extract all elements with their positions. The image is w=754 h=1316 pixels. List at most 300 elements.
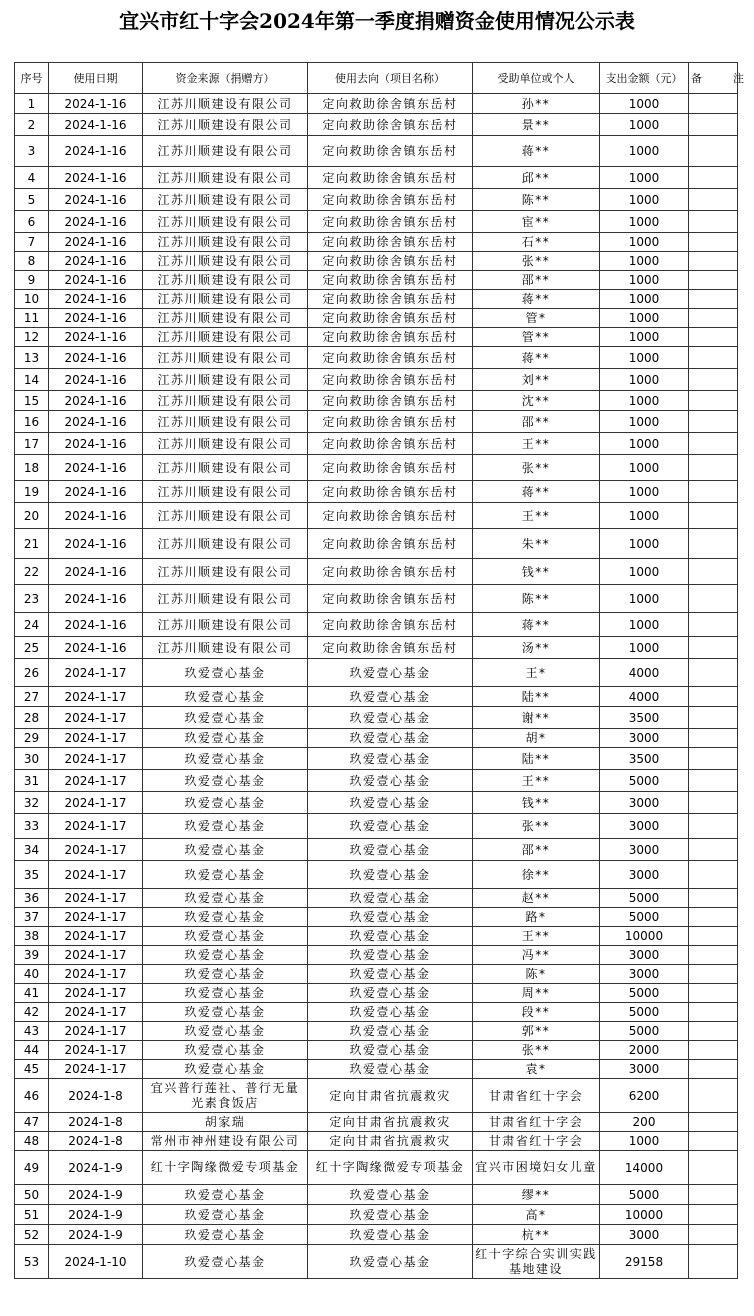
cell-amount: 3000 bbox=[600, 1060, 689, 1079]
cell-amount: 1000 bbox=[600, 1132, 689, 1151]
cell-amount: 3500 bbox=[600, 707, 689, 729]
cell-amount: 1000 bbox=[600, 391, 689, 411]
cell-note bbox=[689, 433, 738, 455]
cell-amount: 1000 bbox=[600, 136, 689, 167]
cell-recipient: 宦** bbox=[473, 211, 600, 233]
cell-purpose: 玖爱壹心基金 bbox=[308, 770, 473, 792]
donation-table bbox=[14, 62, 754, 1279]
cell-source: 江苏川顺建设有限公司 bbox=[143, 411, 308, 433]
cell-source: 胡家瑞 bbox=[143, 1113, 308, 1132]
cell-source: 玖爱壹心基金 bbox=[143, 908, 308, 927]
cell-index: 28 bbox=[15, 707, 49, 729]
cell-source: 玖爱壹心基金 bbox=[143, 839, 308, 861]
cell-purpose: 定向救助徐舍镇东岳村 bbox=[308, 136, 473, 167]
cell-purpose: 定向救助徐舍镇东岳村 bbox=[308, 637, 473, 659]
cell-note bbox=[689, 309, 738, 328]
cell-date: 2024-1-17 bbox=[49, 792, 143, 814]
cell-purpose: 定向救助徐舍镇东岳村 bbox=[308, 94, 473, 114]
cell-index: 26 bbox=[15, 659, 49, 687]
cell-note bbox=[689, 290, 738, 309]
cell-date: 2024-1-16 bbox=[49, 114, 143, 136]
cell-recipient: 石** bbox=[473, 233, 600, 252]
cell-source: 玖爱壹心基金 bbox=[143, 1060, 308, 1079]
cell-amount: 1000 bbox=[600, 114, 689, 136]
cell-amount: 3000 bbox=[600, 861, 689, 889]
table-row bbox=[15, 455, 738, 481]
cell-recipient: 甘肃省红十字会 bbox=[473, 1113, 600, 1132]
cell-note bbox=[689, 391, 738, 411]
cell-note bbox=[689, 889, 738, 908]
cell-date: 2024-1-9 bbox=[49, 1185, 143, 1205]
cell-note bbox=[689, 908, 738, 927]
cell-index: 21 bbox=[15, 529, 49, 559]
cell-recipient: 谢** bbox=[473, 707, 600, 729]
table-row bbox=[15, 559, 738, 585]
cell-note bbox=[689, 659, 738, 687]
cell-recipient: 邵** bbox=[473, 839, 600, 861]
table-row bbox=[15, 1003, 738, 1022]
cell-purpose: 玖爱壹心基金 bbox=[308, 1041, 473, 1060]
cell-note bbox=[689, 455, 738, 481]
cell-source: 玖爱壹心基金 bbox=[143, 707, 308, 729]
table-row bbox=[15, 659, 738, 687]
cell-index: 43 bbox=[15, 1022, 49, 1041]
cell-note bbox=[689, 984, 738, 1003]
table-row bbox=[15, 167, 738, 189]
cell-source: 玖爱壹心基金 bbox=[143, 770, 308, 792]
cell-index: 47 bbox=[15, 1113, 49, 1132]
cell-amount: 1000 bbox=[600, 503, 689, 529]
cell-purpose: 定向救助徐舍镇东岳村 bbox=[308, 211, 473, 233]
cell-purpose: 定向救助徐舍镇东岳村 bbox=[308, 481, 473, 503]
cell-source: 玖爱壹心基金 bbox=[143, 687, 308, 707]
cell-index: 9 bbox=[15, 271, 49, 290]
cell-index: 5 bbox=[15, 189, 49, 211]
cell-amount: 1000 bbox=[600, 529, 689, 559]
cell-note bbox=[689, 946, 738, 965]
cell-date: 2024-1-17 bbox=[49, 927, 143, 946]
table-row bbox=[15, 792, 738, 814]
cell-recipient: 陈** bbox=[473, 585, 600, 613]
cell-source: 江苏川顺建设有限公司 bbox=[143, 309, 308, 328]
cell-purpose: 定向救助徐舍镇东岳村 bbox=[308, 233, 473, 252]
cell-purpose: 玖爱壹心基金 bbox=[308, 659, 473, 687]
cell-purpose: 定向救助徐舍镇东岳村 bbox=[308, 252, 473, 271]
table-row bbox=[15, 965, 738, 984]
table-row bbox=[15, 861, 738, 889]
cell-date: 2024-1-16 bbox=[49, 94, 143, 114]
cell-index: 8 bbox=[15, 252, 49, 271]
cell-date: 2024-1-16 bbox=[49, 290, 143, 309]
cell-recipient: 刘** bbox=[473, 369, 600, 391]
cell-source: 江苏川顺建设有限公司 bbox=[143, 328, 308, 347]
cell-amount: 3000 bbox=[600, 1225, 689, 1245]
cell-index: 7 bbox=[15, 233, 49, 252]
cell-date: 2024-1-17 bbox=[49, 687, 143, 707]
cell-recipient: 王** bbox=[473, 503, 600, 529]
cell-index: 51 bbox=[15, 1205, 49, 1225]
cell-note bbox=[689, 1225, 738, 1245]
cell-index: 41 bbox=[15, 984, 49, 1003]
header-date: 使用日期 bbox=[49, 63, 143, 94]
table-row bbox=[15, 328, 738, 347]
cell-date: 2024-1-17 bbox=[49, 1022, 143, 1041]
cell-date: 2024-1-17 bbox=[49, 729, 143, 748]
cell-purpose: 玖爱壹心基金 bbox=[308, 839, 473, 861]
cell-amount: 2000 bbox=[600, 1041, 689, 1060]
cell-amount: 200 bbox=[600, 1113, 689, 1132]
cell-date: 2024-1-17 bbox=[49, 839, 143, 861]
cell-amount: 1000 bbox=[600, 189, 689, 211]
cell-source: 江苏川顺建设有限公司 bbox=[143, 433, 308, 455]
cell-index: 37 bbox=[15, 908, 49, 927]
table-row bbox=[15, 290, 738, 309]
cell-source: 江苏川顺建设有限公司 bbox=[143, 559, 308, 585]
cell-note bbox=[689, 1205, 738, 1225]
cell-index: 44 bbox=[15, 1041, 49, 1060]
cell-source: 江苏川顺建设有限公司 bbox=[143, 94, 308, 114]
cell-purpose: 定向甘肃省抗震救灾 bbox=[308, 1079, 473, 1113]
cell-purpose: 定向救助徐舍镇东岳村 bbox=[308, 585, 473, 613]
cell-source: 玖爱壹心基金 bbox=[143, 659, 308, 687]
cell-purpose: 玖爱壹心基金 bbox=[308, 1225, 473, 1245]
cell-amount: 3000 bbox=[600, 839, 689, 861]
cell-purpose: 定向救助徐舍镇东岳村 bbox=[308, 114, 473, 136]
cell-recipient: 张** bbox=[473, 455, 600, 481]
cell-amount: 1000 bbox=[600, 94, 689, 114]
cell-note bbox=[689, 1151, 738, 1185]
cell-note bbox=[689, 252, 738, 271]
cell-purpose: 玖爱壹心基金 bbox=[308, 792, 473, 814]
cell-source: 江苏川顺建设有限公司 bbox=[143, 455, 308, 481]
cell-source: 玖爱壹心基金 bbox=[143, 927, 308, 946]
cell-index: 42 bbox=[15, 1003, 49, 1022]
cell-purpose: 定向救助徐舍镇东岳村 bbox=[308, 503, 473, 529]
cell-date: 2024-1-16 bbox=[49, 411, 143, 433]
table-row bbox=[15, 114, 738, 136]
table-row bbox=[15, 927, 738, 946]
cell-purpose: 玖爱壹心基金 bbox=[308, 1060, 473, 1079]
cell-recipient: 陆** bbox=[473, 748, 600, 770]
table-row bbox=[15, 529, 738, 559]
cell-source: 江苏川顺建设有限公司 bbox=[143, 503, 308, 529]
cell-amount: 1000 bbox=[600, 559, 689, 585]
cell-amount: 5000 bbox=[600, 1185, 689, 1205]
table-row bbox=[15, 637, 738, 659]
cell-date: 2024-1-16 bbox=[49, 211, 143, 233]
cell-amount: 1000 bbox=[600, 290, 689, 309]
header-index: 序号 bbox=[15, 63, 49, 94]
cell-recipient: 邵** bbox=[473, 411, 600, 433]
table-row bbox=[15, 839, 738, 861]
cell-purpose: 玖爱壹心基金 bbox=[308, 687, 473, 707]
cell-date: 2024-1-16 bbox=[49, 369, 143, 391]
cell-recipient: 陈** bbox=[473, 189, 600, 211]
table-row bbox=[15, 1185, 738, 1205]
cell-index: 45 bbox=[15, 1060, 49, 1079]
cell-index: 40 bbox=[15, 965, 49, 984]
cell-note bbox=[689, 233, 738, 252]
cell-index: 1 bbox=[15, 94, 49, 114]
cell-note bbox=[689, 1132, 738, 1151]
table-row bbox=[15, 1132, 738, 1151]
cell-date: 2024-1-16 bbox=[49, 391, 143, 411]
cell-purpose: 定向救助徐舍镇东岳村 bbox=[308, 189, 473, 211]
cell-note bbox=[689, 503, 738, 529]
cell-index: 15 bbox=[15, 391, 49, 411]
table-row bbox=[15, 189, 738, 211]
cell-amount: 1000 bbox=[600, 167, 689, 189]
cell-source: 玖爱壹心基金 bbox=[143, 1245, 308, 1279]
cell-recipient: 邱** bbox=[473, 167, 600, 189]
cell-note bbox=[689, 748, 738, 770]
cell-source: 玖爱壹心基金 bbox=[143, 1003, 308, 1022]
table-header-row bbox=[15, 63, 738, 94]
cell-recipient: 蒋** bbox=[473, 290, 600, 309]
cell-purpose: 定向救助徐舍镇东岳村 bbox=[308, 167, 473, 189]
cell-date: 2024-1-16 bbox=[49, 233, 143, 252]
cell-amount: 3500 bbox=[600, 748, 689, 770]
header-amount: 支出金额（元） bbox=[600, 63, 689, 94]
cell-note bbox=[689, 687, 738, 707]
cell-date: 2024-1-17 bbox=[49, 748, 143, 770]
cell-source: 玖爱壹心基金 bbox=[143, 748, 308, 770]
cell-amount: 3000 bbox=[600, 792, 689, 814]
cell-recipient: 缪** bbox=[473, 1185, 600, 1205]
cell-index: 35 bbox=[15, 861, 49, 889]
cell-recipient: 沈** bbox=[473, 391, 600, 411]
cell-purpose: 玖爱壹心基金 bbox=[308, 707, 473, 729]
cell-source: 宜兴普行莲社、普行无量光素食饭店 bbox=[143, 1079, 308, 1113]
cell-index: 24 bbox=[15, 613, 49, 637]
cell-note bbox=[689, 559, 738, 585]
cell-purpose: 定向救助徐舍镇东岳村 bbox=[308, 613, 473, 637]
cell-amount: 1000 bbox=[600, 252, 689, 271]
table-row bbox=[15, 94, 738, 114]
cell-recipient: 钱** bbox=[473, 559, 600, 585]
table-row bbox=[15, 233, 738, 252]
cell-source: 江苏川顺建设有限公司 bbox=[143, 481, 308, 503]
cell-recipient: 周** bbox=[473, 984, 600, 1003]
cell-note bbox=[689, 613, 738, 637]
cell-purpose: 玖爱壹心基金 bbox=[308, 927, 473, 946]
cell-purpose: 定向救助徐舍镇东岳村 bbox=[308, 529, 473, 559]
cell-amount: 1000 bbox=[600, 613, 689, 637]
header-recipient: 受助单位或个人 bbox=[473, 63, 600, 94]
cell-amount: 5000 bbox=[600, 889, 689, 908]
cell-source: 玖爱壹心基金 bbox=[143, 1185, 308, 1205]
cell-date: 2024-1-16 bbox=[49, 481, 143, 503]
cell-index: 49 bbox=[15, 1151, 49, 1185]
cell-source: 玖爱壹心基金 bbox=[143, 729, 308, 748]
table-row bbox=[15, 136, 738, 167]
cell-date: 2024-1-16 bbox=[49, 503, 143, 529]
cell-index: 14 bbox=[15, 369, 49, 391]
cell-index: 34 bbox=[15, 839, 49, 861]
table-row bbox=[15, 585, 738, 613]
cell-amount: 5000 bbox=[600, 1022, 689, 1041]
cell-source: 江苏川顺建设有限公司 bbox=[143, 136, 308, 167]
cell-recipient: 邵** bbox=[473, 271, 600, 290]
cell-note bbox=[689, 271, 738, 290]
cell-note bbox=[689, 770, 738, 792]
cell-recipient: 汤** bbox=[473, 637, 600, 659]
table-row bbox=[15, 729, 738, 748]
cell-source: 江苏川顺建设有限公司 bbox=[143, 189, 308, 211]
cell-purpose: 玖爱壹心基金 bbox=[308, 814, 473, 839]
table-row bbox=[15, 1151, 738, 1185]
cell-amount: 3000 bbox=[600, 814, 689, 839]
cell-note bbox=[689, 637, 738, 659]
cell-amount: 1000 bbox=[600, 211, 689, 233]
cell-index: 16 bbox=[15, 411, 49, 433]
cell-date: 2024-1-17 bbox=[49, 946, 143, 965]
cell-recipient: 冯** bbox=[473, 946, 600, 965]
table-row bbox=[15, 1205, 738, 1225]
cell-note bbox=[689, 585, 738, 613]
cell-recipient: 陈* bbox=[473, 965, 600, 984]
cell-note bbox=[689, 211, 738, 233]
cell-index: 38 bbox=[15, 927, 49, 946]
cell-date: 2024-1-16 bbox=[49, 309, 143, 328]
cell-recipient: 甘肃省红十字会 bbox=[473, 1132, 600, 1151]
cell-purpose: 定向救助徐舍镇东岳村 bbox=[308, 369, 473, 391]
cell-date: 2024-1-9 bbox=[49, 1225, 143, 1245]
cell-recipient: 孙** bbox=[473, 94, 600, 114]
table-row bbox=[15, 481, 738, 503]
cell-date: 2024-1-16 bbox=[49, 136, 143, 167]
cell-index: 25 bbox=[15, 637, 49, 659]
cell-recipient: 景** bbox=[473, 114, 600, 136]
cell-index: 36 bbox=[15, 889, 49, 908]
cell-recipient: 王* bbox=[473, 659, 600, 687]
cell-purpose: 定向救助徐舍镇东岳村 bbox=[308, 271, 473, 290]
cell-recipient: 管** bbox=[473, 328, 600, 347]
cell-purpose: 定向甘肃省抗震救灾 bbox=[308, 1113, 473, 1132]
header-purpose: 使用去向（项目名称） bbox=[308, 63, 473, 94]
cell-amount: 1000 bbox=[600, 433, 689, 455]
cell-recipient: 蒋** bbox=[473, 481, 600, 503]
cell-index: 3 bbox=[15, 136, 49, 167]
cell-purpose: 定向甘肃省抗震救灾 bbox=[308, 1132, 473, 1151]
cell-recipient: 高* bbox=[473, 1205, 600, 1225]
cell-source: 江苏川顺建设有限公司 bbox=[143, 391, 308, 411]
cell-recipient: 蒋** bbox=[473, 613, 600, 637]
cell-purpose: 玖爱壹心基金 bbox=[308, 1205, 473, 1225]
cell-source: 玖爱壹心基金 bbox=[143, 1225, 308, 1245]
cell-amount: 6200 bbox=[600, 1079, 689, 1113]
cell-note bbox=[689, 369, 738, 391]
table-row bbox=[15, 309, 738, 328]
cell-index: 39 bbox=[15, 946, 49, 965]
table-row bbox=[15, 1079, 738, 1113]
table-row bbox=[15, 908, 738, 927]
cell-amount: 3000 bbox=[600, 946, 689, 965]
cell-recipient: 陆** bbox=[473, 687, 600, 707]
cell-index: 46 bbox=[15, 1079, 49, 1113]
cell-recipient: 赵** bbox=[473, 889, 600, 908]
cell-recipient: 路* bbox=[473, 908, 600, 927]
table-row bbox=[15, 946, 738, 965]
cell-index: 4 bbox=[15, 167, 49, 189]
table-row bbox=[15, 1113, 738, 1132]
table-row bbox=[15, 347, 738, 369]
cell-amount: 1000 bbox=[600, 328, 689, 347]
cell-index: 19 bbox=[15, 481, 49, 503]
cell-date: 2024-1-16 bbox=[49, 455, 143, 481]
cell-note bbox=[689, 1041, 738, 1060]
cell-amount: 10000 bbox=[600, 927, 689, 946]
cell-date: 2024-1-17 bbox=[49, 908, 143, 927]
cell-source: 玖爱壹心基金 bbox=[143, 1022, 308, 1041]
cell-purpose: 玖爱壹心基金 bbox=[308, 748, 473, 770]
cell-index: 12 bbox=[15, 328, 49, 347]
cell-date: 2024-1-16 bbox=[49, 189, 143, 211]
cell-purpose: 定向救助徐舍镇东岳村 bbox=[308, 347, 473, 369]
cell-date: 2024-1-16 bbox=[49, 529, 143, 559]
cell-amount: 5000 bbox=[600, 1003, 689, 1022]
cell-recipient: 蒋** bbox=[473, 136, 600, 167]
cell-note bbox=[689, 411, 738, 433]
cell-date: 2024-1-17 bbox=[49, 984, 143, 1003]
cell-amount: 10000 bbox=[600, 1205, 689, 1225]
cell-purpose: 定向救助徐舍镇东岳村 bbox=[308, 559, 473, 585]
cell-purpose: 定向救助徐舍镇东岳村 bbox=[308, 309, 473, 328]
cell-note bbox=[689, 94, 738, 114]
cell-note bbox=[689, 707, 738, 729]
table-row bbox=[15, 984, 738, 1003]
cell-source: 玖爱壹心基金 bbox=[143, 889, 308, 908]
cell-purpose: 玖爱壹心基金 bbox=[308, 861, 473, 889]
cell-amount: 5000 bbox=[600, 984, 689, 1003]
cell-recipient: 朱** bbox=[473, 529, 600, 559]
table-row bbox=[15, 707, 738, 729]
cell-note bbox=[689, 927, 738, 946]
cell-date: 2024-1-9 bbox=[49, 1205, 143, 1225]
cell-source: 玖爱壹心基金 bbox=[143, 1205, 308, 1225]
cell-amount: 1000 bbox=[600, 347, 689, 369]
cell-note bbox=[689, 965, 738, 984]
cell-date: 2024-1-17 bbox=[49, 1041, 143, 1060]
cell-amount: 1000 bbox=[600, 411, 689, 433]
table-row bbox=[15, 889, 738, 908]
cell-purpose: 玖爱壹心基金 bbox=[308, 1185, 473, 1205]
cell-purpose: 玖爱壹心基金 bbox=[308, 965, 473, 984]
cell-recipient: 王** bbox=[473, 927, 600, 946]
cell-date: 2024-1-17 bbox=[49, 861, 143, 889]
cell-recipient: 杭** bbox=[473, 1225, 600, 1245]
cell-date: 2024-1-17 bbox=[49, 1060, 143, 1079]
cell-source: 江苏川顺建设有限公司 bbox=[143, 347, 308, 369]
cell-recipient: 段** bbox=[473, 1003, 600, 1022]
cell-index: 2 bbox=[15, 114, 49, 136]
page-title: 宜兴市红十字会2024年第一季度捐赠资金使用情况公示表 bbox=[119, 9, 635, 33]
cell-amount: 1000 bbox=[600, 637, 689, 659]
cell-source: 江苏川顺建设有限公司 bbox=[143, 529, 308, 559]
cell-purpose: 玖爱壹心基金 bbox=[308, 908, 473, 927]
cell-date: 2024-1-9 bbox=[49, 1151, 143, 1185]
cell-purpose: 定向救助徐舍镇东岳村 bbox=[308, 455, 473, 481]
cell-date: 2024-1-17 bbox=[49, 814, 143, 839]
table-row bbox=[15, 271, 738, 290]
table-row bbox=[15, 433, 738, 455]
cell-note bbox=[689, 839, 738, 861]
cell-date: 2024-1-8 bbox=[49, 1113, 143, 1132]
table-row bbox=[15, 1060, 738, 1079]
cell-purpose: 定向救助徐舍镇东岳村 bbox=[308, 411, 473, 433]
cell-index: 50 bbox=[15, 1185, 49, 1205]
cell-recipient: 郭** bbox=[473, 1022, 600, 1041]
